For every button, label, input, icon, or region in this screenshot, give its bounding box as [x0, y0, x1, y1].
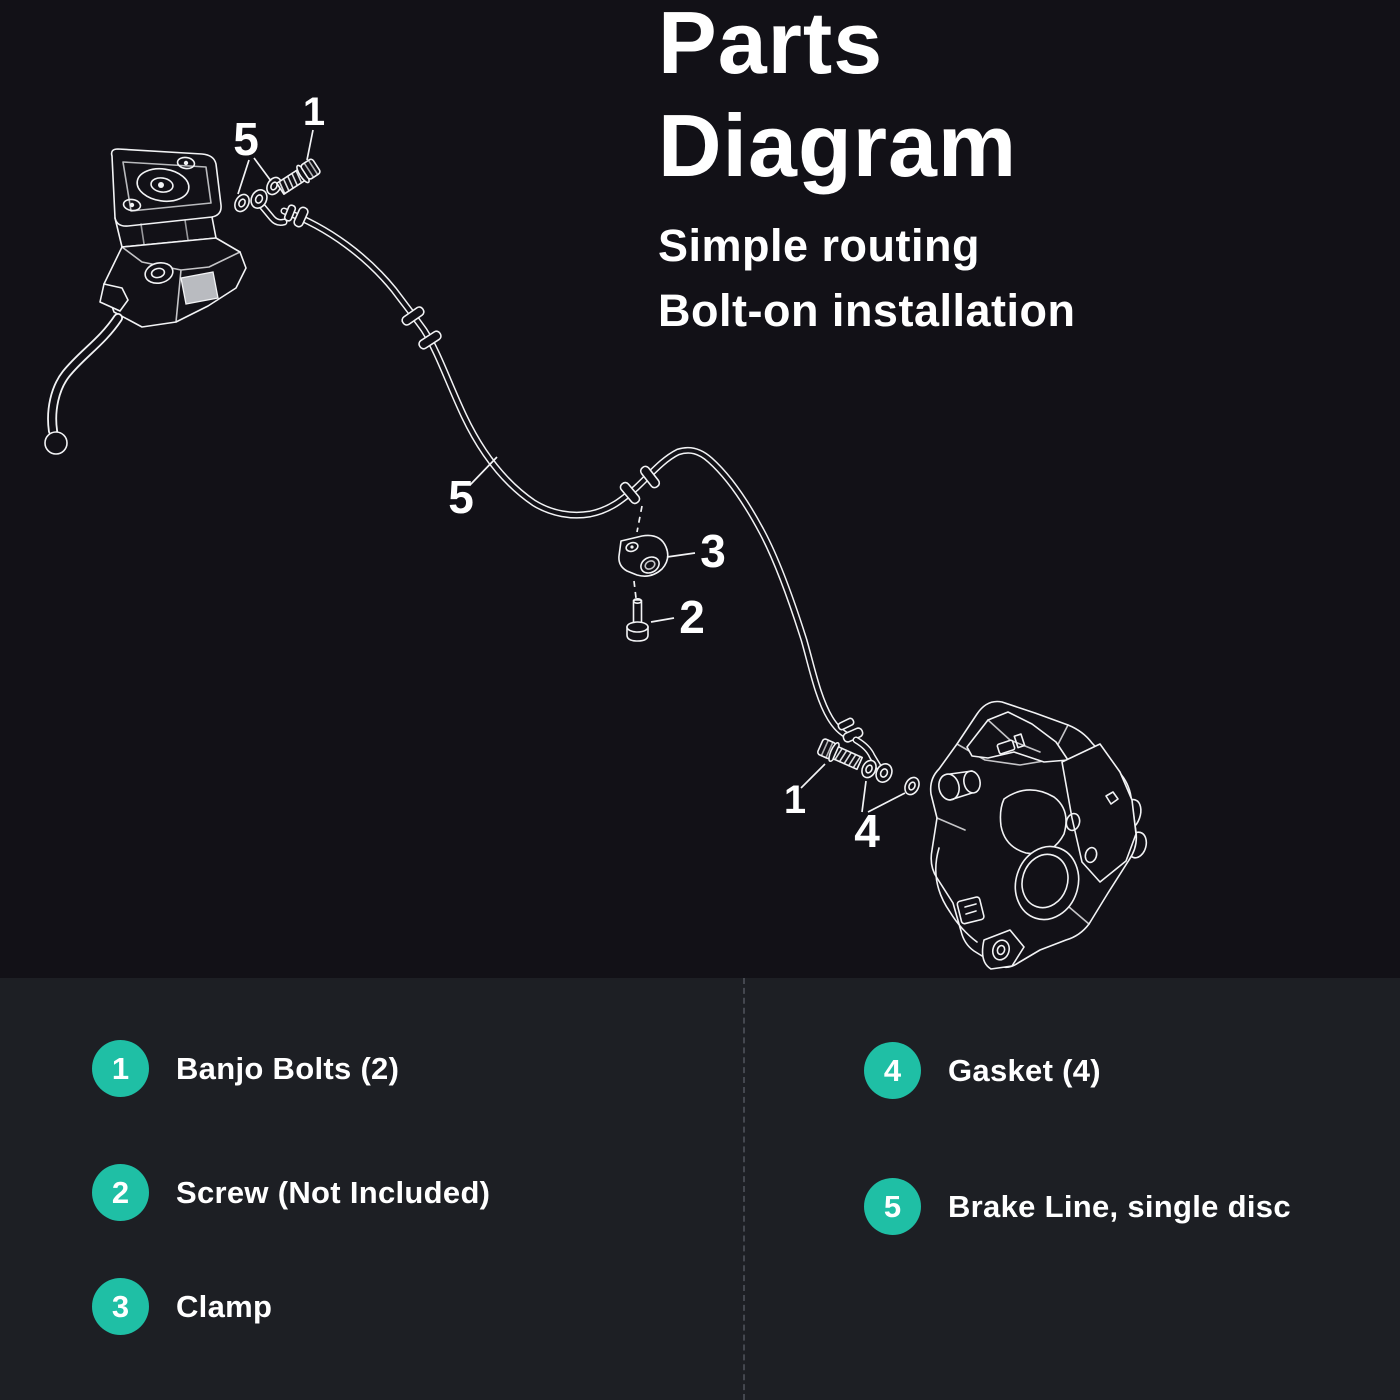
subtitle-block	[658, 214, 1378, 344]
callout-banjo-bolt-top: 1	[302, 90, 326, 134]
page-title-line1: Parts	[658, 0, 884, 92]
legend-badge-1: 1	[92, 1040, 149, 1097]
legend-label-banjo-bolts: Banjo Bolts (2)	[176, 1050, 400, 1086]
caliper-drawing	[931, 702, 1149, 970]
legend-divider	[743, 978, 745, 1400]
legend-item-gasket	[864, 1042, 1101, 1099]
legend-badge-2: 2	[92, 1164, 149, 1221]
legend-badge-5: 5	[864, 1178, 921, 1235]
legend-item-banjo-bolts	[92, 1040, 399, 1097]
legend-label-brake-line: Brake Line, single disc	[948, 1188, 1291, 1224]
legend-item-clamp	[92, 1278, 272, 1335]
page-title-line2: Diagram	[658, 95, 1018, 195]
screw-drawing	[627, 599, 648, 641]
legend-label-screw: Screw (Not Included)	[176, 1174, 491, 1210]
callout-screw: 2	[679, 591, 705, 643]
legend-badge-4: 4	[864, 1042, 921, 1099]
callout-brake-line-mid: 5	[448, 471, 474, 523]
title-block	[658, 0, 1378, 344]
callout-clamp: 3	[700, 525, 726, 577]
legend-label-gasket: Gasket (4)	[948, 1052, 1101, 1088]
callout-banjo-bolt-lower: 1	[783, 778, 807, 822]
legend-item-screw	[92, 1164, 490, 1221]
subtitle-line1: Simple routing	[658, 219, 980, 271]
subtitle-line2: Bolt-on installation	[658, 284, 1076, 336]
legend-label-clamp: Clamp	[176, 1288, 273, 1324]
legend-item-brake-line	[864, 1178, 1291, 1235]
master-cylinder-drawing	[45, 149, 246, 454]
banjo-bolt-lower-drawing	[816, 737, 922, 797]
legend-badge-3: 3	[92, 1278, 149, 1335]
clamp-drawing	[619, 535, 668, 576]
callout-brake-line-top: 5	[233, 113, 259, 165]
callout-gasket: 4	[854, 805, 880, 857]
